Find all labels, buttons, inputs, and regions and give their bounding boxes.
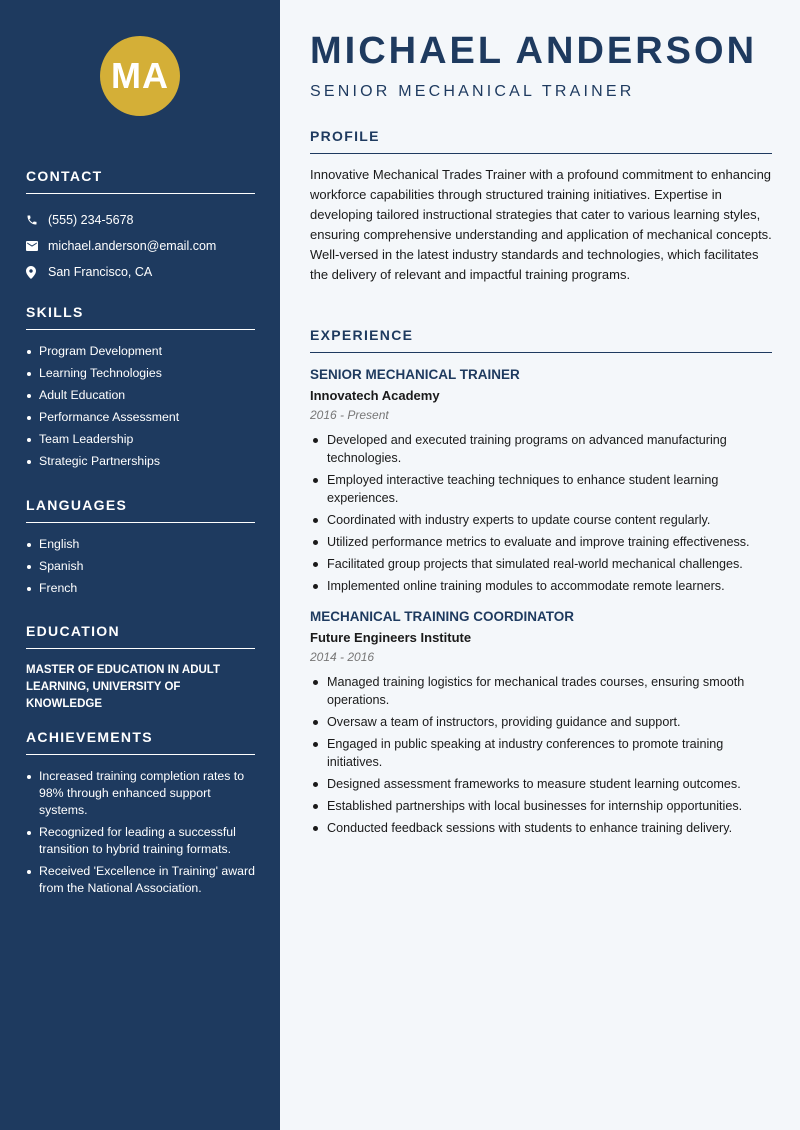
job-bullets	[310, 673, 772, 837]
phone-text: (555) 234-5678	[48, 213, 134, 227]
job-bullet: Designed assessment frameworks to measure student learning outcomes.	[310, 775, 772, 793]
job-entry	[310, 609, 772, 837]
languages-list	[26, 536, 255, 597]
job-company: Innovatech Academy	[310, 388, 440, 403]
achievements-heading: ACHIEVEMENTS	[26, 729, 255, 755]
profile-heading: PROFILE	[310, 128, 772, 154]
job-bullet: Conducted feedback sessions with students to enhance training delivery.	[310, 819, 772, 837]
language-item: English	[26, 536, 255, 553]
contact-section	[26, 168, 255, 285]
achievement-item: Received 'Excellence in Training' award from the National Association.	[26, 863, 255, 897]
job-bullets	[310, 431, 772, 595]
contact-location	[26, 259, 255, 285]
email-text: michael.anderson@email.com	[48, 239, 217, 253]
job-bullet: Utilized performance metrics to evaluate and improve training effectiveness.	[310, 533, 772, 551]
languages-heading: LANGUAGES	[26, 497, 255, 523]
skill-item: Learning Technologies	[26, 365, 255, 382]
job-bullet: Oversaw a team of instructors, providing guidance and support.	[310, 713, 772, 731]
experience-heading: EXPERIENCE	[310, 327, 772, 353]
skill-item: Adult Education	[26, 387, 255, 404]
job-dates: 2016 - Present	[310, 408, 389, 422]
experience-section	[310, 327, 772, 841]
job-bullet: Managed training logistics for mechanical trades courses, ensuring smooth operations.	[310, 673, 772, 709]
avatar: MA	[100, 36, 180, 116]
candidate-role: SENIOR MECHANICAL TRAINER	[310, 83, 635, 100]
achievements-list	[26, 768, 255, 897]
skill-item: Program Development	[26, 343, 255, 360]
location-text: San Francisco, CA	[48, 265, 153, 279]
job-company: Future Engineers Institute	[310, 630, 472, 645]
job-dates: 2014 - 2016	[310, 650, 375, 664]
phone-icon	[26, 214, 48, 226]
contact-heading: CONTACT	[26, 168, 255, 194]
contact-email	[26, 233, 255, 259]
profile-section	[310, 128, 772, 285]
achievements-section	[26, 729, 255, 902]
language-item: French	[26, 580, 255, 597]
language-item: Spanish	[26, 558, 255, 575]
job-bullet: Implemented online training modules to accommodate remote learners.	[310, 577, 772, 595]
education-degree: MASTER OF EDUCATION IN ADULT LEARNING, UNIVERSITY OF KNOWLEDGE	[26, 664, 220, 710]
job-entry	[310, 367, 772, 595]
skills-section	[26, 304, 255, 475]
job-bullet: Engaged in public speaking at industry conferences to promote training initiatives.	[310, 735, 772, 771]
education-heading: EDUCATION	[26, 623, 255, 649]
achievement-item: Recognized for leading a successful transition to hybrid training formats.	[26, 824, 255, 858]
skill-item: Strategic Partnerships	[26, 453, 255, 470]
sidebar	[0, 0, 280, 1130]
candidate-name: MICHAEL ANDERSON	[310, 30, 758, 72]
location-pin-icon	[26, 266, 48, 279]
job-bullet: Established partnerships with local businesses for internship opportunities.	[310, 797, 772, 815]
profile-text: Innovative Mechanical Trades Trainer with a profound commitment to enhancing workforce capabilities through structured training initiatives. Expertise in developing tailored instructional strategies that cater to various learning styles, ensuring comprehensive understanding and application of mechanical concepts. Well-versed in the latest industry standards and technologies, which facilitates the delivery of relevant and impactful training programs.	[310, 167, 772, 282]
contact-phone	[26, 207, 255, 233]
skill-item: Team Leadership	[26, 431, 255, 448]
languages-section	[26, 497, 255, 602]
skill-item: Performance Assessment	[26, 409, 255, 426]
job-bullet: Employed interactive teaching techniques to enhance student learning experiences.	[310, 471, 772, 507]
job-bullet: Coordinated with industry experts to update course content regularly.	[310, 511, 772, 529]
achievement-item: Increased training completion rates to 98% through enhanced support systems.	[26, 768, 255, 819]
skills-heading: SKILLS	[26, 304, 255, 330]
skills-list	[26, 343, 255, 470]
job-bullet: Developed and executed training programs on advanced manufacturing technologies.	[310, 431, 772, 467]
job-title: SENIOR MECHANICAL TRAINER	[310, 367, 520, 382]
email-icon	[26, 241, 48, 251]
job-bullet: Facilitated group projects that simulated real-world mechanical challenges.	[310, 555, 772, 573]
job-title: MECHANICAL TRAINING COORDINATOR	[310, 609, 574, 624]
education-section	[26, 623, 255, 713]
